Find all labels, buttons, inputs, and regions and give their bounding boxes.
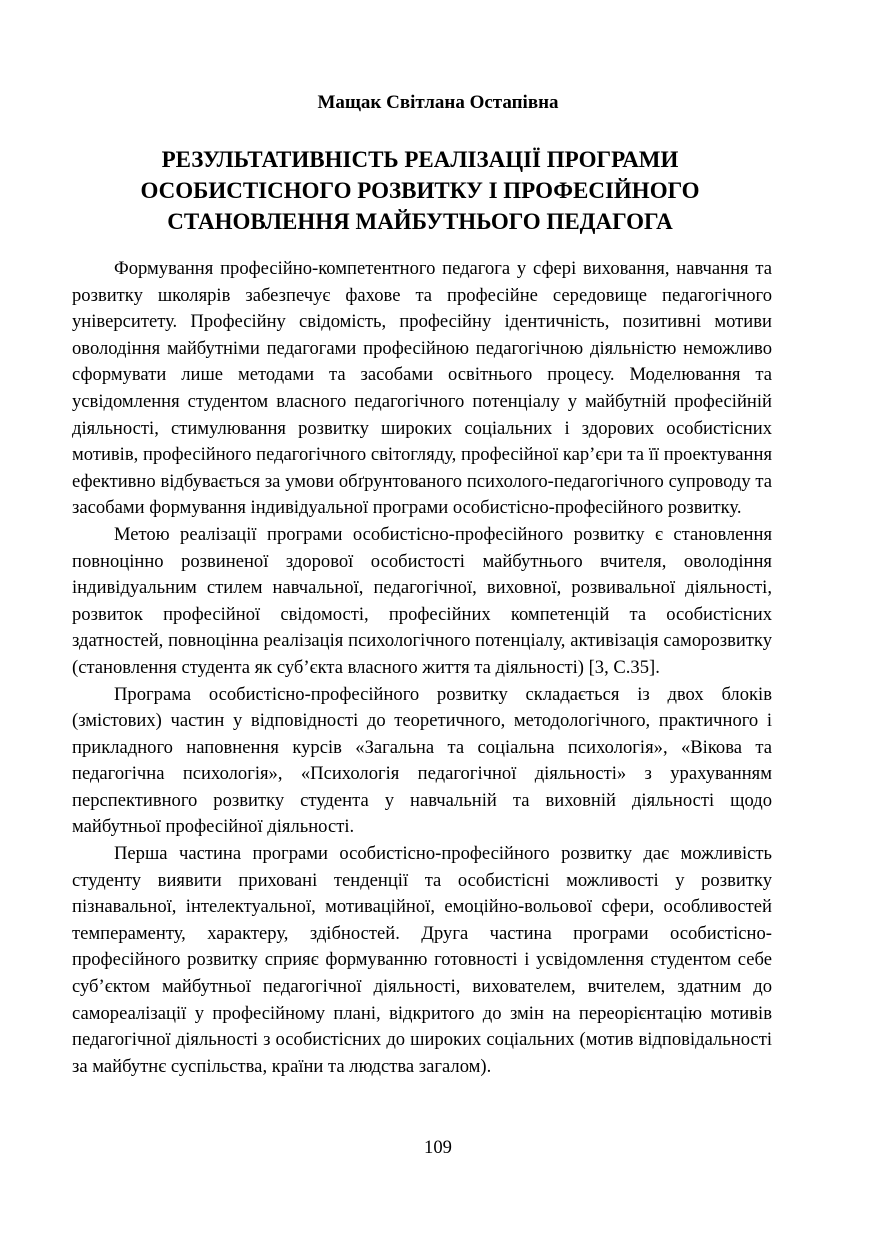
author-name: Мащак Світлана Остапівна — [317, 92, 559, 113]
body-paragraph-1: Формування професійно-компетентного педагога у сфері виховання, навчання та розвитку школярів забезпечує фахове та професійне середовище педагогічного університету. Професійну свідомість, професійну ідентичність, позитивні мотиви оволодіння майбутніми педагогами професійною педагогічною діяльністю неможливо сформувати лише методами та засобами освітнього процесу. Моделювання та усвідомлення студентом власного педагогічного потенціалу у майбутній професійній діяльності, стимулювання розвитку широких соціальних і здорових особистісних мотивів, професійного педагогічного світогляду, професійної кар’єри та її проектування ефективно відбувається за умови обґрунтованого психолого-педагогічного супроводу та засобами формування індивідуальної програми особистісно-професійного розвитку. — [72, 258, 772, 519]
body-paragraph-3: Програма особистісно-професійного розвитку складається із двох блоків (змістових) частин у відповідності до теоретичного, методологічного, практичного і прикладного наповнення курсів «Загальна та соціальна психологія», «Вікова та педагогічна психологія», «Психологія педагогічної діяльності» з урахуванням перспективного розвитку студента у навчальній та виховній діяльності щодо майбутньої професійної діяльності. — [72, 683, 772, 838]
article-body — [72, 256, 772, 1080]
article-title: РЕЗУЛЬТАТИВНІСТЬ РЕАЛІЗАЦІЇ ПРОГРАМИ ОСОБИСТІСНОГО РОЗВИТКУ І ПРОФЕСІЙНОГО СТАНОВЛЕННЯ МАЙБУТНЬОГО ПЕДАГОГА — [140, 147, 700, 234]
page-number: 109 — [424, 1137, 452, 1158]
body-paragraph-4: Перша частина програми особистісно-професійного розвитку дає можливість студенту виявити приховані тенденції та особистісні можливості у розвитку пізнавальної, інтелектуальної, мотиваційної, емоційно-вольової сфери, особливостей темпераменту, характеру, здібностей. Друга частина програми особистісно-професійного розвитку сприяє формуванню готовності і усвідомлення студентом себе суб’єктом майбутньої педагогічної діяльності, вихователем, вчителем, здатним до самореалізації у професійному плані, відкритого до змін на переорієнтацію мотивів педагогічної діяльності з особистісних до широких соціальних (мотив відповідальності за майбутнє суспільства, країни та людства загалом). — [72, 843, 772, 1077]
body-paragraph-2: Метою реалізації програми особистісно-професійного розвитку є становлення повноцінно розвиненої здорової особистості майбутнього вчителя, оволодіння індивідуальним стилем навчальної, педагогічної, виховної, розвивальної діяльності, розвиток професійної свідомості, професійних компетенцій та особистісних здатностей, повноцінна реалізація психологічного потенціалу, активізація саморозвитку (становлення студента як суб’єкта власного життя та діяльності) [3, С.35]. — [72, 523, 772, 678]
